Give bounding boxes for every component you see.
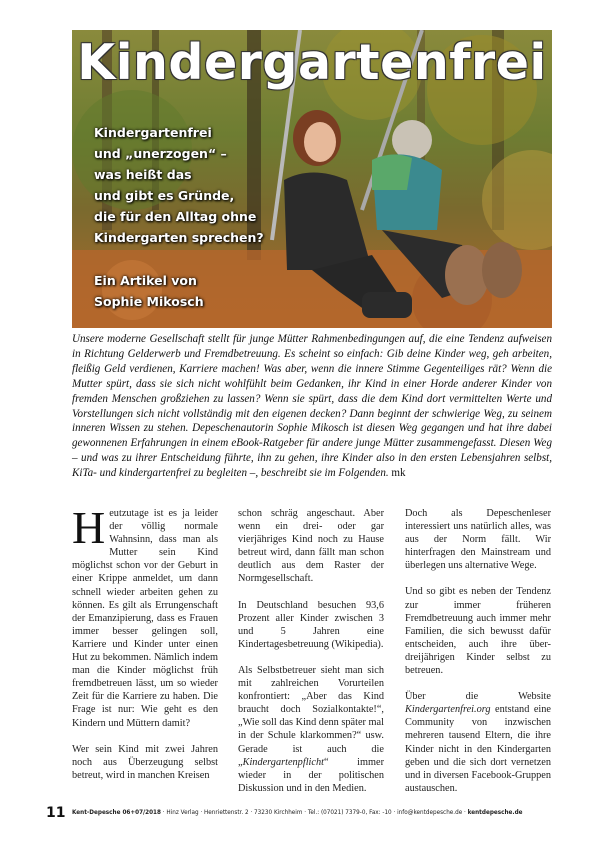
footer-website-link[interactable]: kentdepesche.de	[467, 810, 523, 816]
article-byline: Ein Artikel von Sophie Mikosch	[94, 273, 204, 309]
hero-photo	[72, 30, 552, 328]
paragraph-text: Über die Website	[405, 691, 551, 703]
article-title: Kindergartenfrei	[77, 34, 547, 91]
page-number: 11	[46, 805, 66, 821]
body-column-2	[238, 507, 384, 808]
footer-publisher: · Hinz Verlag · Henriettenstr. 2 · 73230 Kirchheim · Tel.: (07021) 7379-0, Fax: -10 · info@kentdepesche.de ·	[160, 810, 468, 816]
page-footer	[72, 810, 552, 816]
paragraph-text: entstand eine Community von inzwischen mehreren tausend Eltern, die ihre Kinder nicht in den Kindergarten geben und die sich dort vernetzen und in diversen Facebook-Gruppen austauschen.	[405, 704, 551, 794]
intro-text: Unsere moderne Gesellschaft stellt für junge Mütter Rahmenbedingungen auf, die eine Tendenz aufweisen in Richtung Gelderwerb und Fremdbetreuung. Es scheint so einfach: Gib deine Kinder weg, geh arbeiten, fleißig Geld verdienen, Karriere machen! Was aber, wenn die innere Stimme Gegenteiliges rät? Wenn die Mutter spürt, dass sie sich nicht wohlfühlt beim Gedanken, ihr Kind in einer Horde anderer Kinder von fremden Menschen großziehen zu lassen? Wenn sie spürt, dass die dem Kind dort vermittelten Werte und Vorstellungen sich nicht vollständig mit den eigenen decken? Dann beginnt der schwierige Weg, zu seinem inneren Wissen zu stehen. Depeschenautorin Sophie Mikosch ist diesen Weg gegangen und hat ihre dabei gewonnenen Erfahrungen in einem eBook-Ratgeber für andere junge Mütter zusammengefasst. Diesen Weg – und was zu ihrer Entscheidung führte, ihn zu gehen, ihre Kinder also in den ersten Lebensjahren selbst, KiTa- und kindergartenfrei zu begleiten –, beschreibt sie im Folgenden.	[72, 333, 552, 480]
paragraph-text: Als Selbstbetreuer sieht man sich mit zahlreichen Vorurteilen konfrontiert: „Aber das Kind braucht doch Sozialkontakte!“, „Wie soll das Kind denn später mal in der Schule klarkommen?“ usw. Gerade ist auch die „	[238, 664, 384, 768]
drop-cap: H	[72, 502, 106, 553]
paragraph: schon schräg angeschaut. Aber wenn ein drei- oder gar vierjähriges Kind noch zu Hause betreut wird, dann fällt man schon deutlich aus dem Raster der Normgesellschaft.	[238, 508, 384, 585]
paragraph-text: eutzutage ist es ja leider der völlig normale Wahnsinn, dass man als Mutter sein Kind möglichst schon vor der Geburt in einer Krippe anmeldet, um dann schnell wieder arbeiten gehen zu können. Es gilt als Errungenschaft der Emanzipierung, dass es Frauen immer besser gelingen soll, Karriere und Kinder unter einen Hut zu bekommen. Nämlich indem man die Kinder möglichst früh fremdbetreuen lässt, um so wieder Zeit für die Karriere zu haben. Die Frage ist nur: Wie geht es den Kindern und Müttern damit?	[72, 508, 218, 729]
paragraph-text: “ immer wieder in der politischen Diskussion und in den Medien.	[238, 756, 384, 794]
body-column-3	[405, 507, 551, 808]
body-column-1	[72, 502, 218, 795]
paragraph: In Deutschland besuchen 93,6 Prozent aller Kinder zwischen 3 und 5 Jahren eine Kindertagesbetreuung (Wikipedia).	[238, 599, 384, 650]
website-link[interactable]: Kindergartenfrei.org	[405, 704, 491, 716]
paragraph: Doch als Depeschenleser interessiert uns natürlich alles, was aus der Norm fällt. Wir hinterfragen den Mainstream und überlegen uns alternative Wege.	[405, 508, 551, 572]
article-subtitle: Kindergartenfrei und „unerzogen“ – was heißt das und gibt es Gründe, die für den Alltag ohne Kindergarten sprechen?	[94, 125, 264, 245]
intro-signature: mk	[391, 467, 406, 480]
footer-issue: Kent-Depesche 06+07/2018	[72, 810, 161, 816]
paragraph: Wer sein Kind mit zwei Jahren noch aus Überzeugung selbst betreut, wird in manchen Kreisen	[72, 743, 218, 781]
paragraph	[405, 690, 551, 795]
emphasis-text: Kindergartenpflicht	[242, 756, 324, 768]
paragraph: Und so gibt es neben der Tendenz zur immer früheren Fremdbetreuung auch immer mehr Familien, die sich bewusst dafür entscheiden, auch ihre über-dreijährigen Kinder selbst zu betreuen.	[405, 586, 551, 677]
intro-paragraph	[72, 332, 552, 481]
paragraph	[72, 502, 218, 730]
paragraph	[238, 664, 384, 795]
